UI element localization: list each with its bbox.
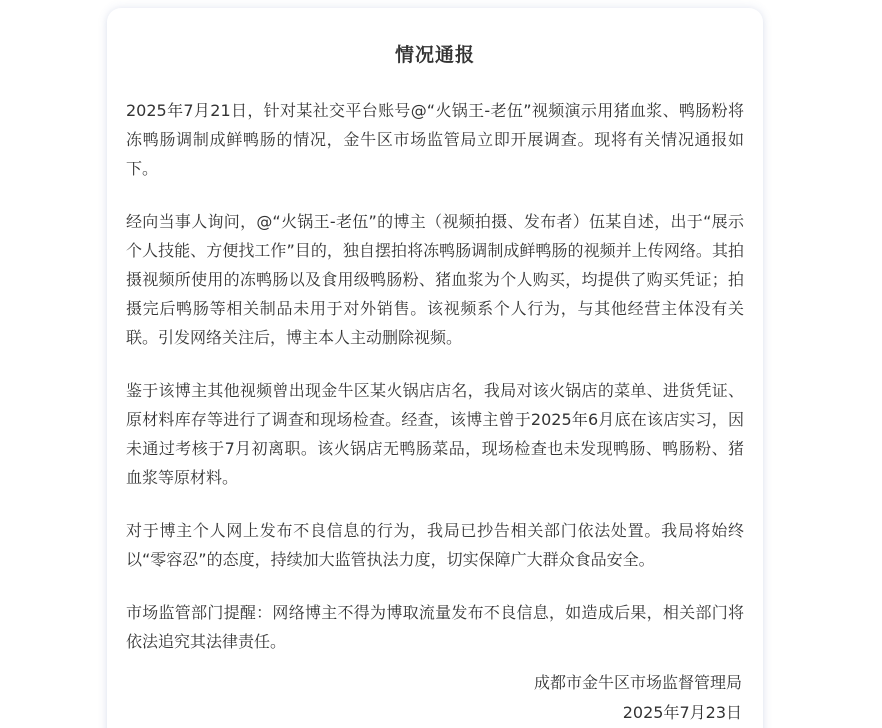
paragraph-inspection: 鉴于该博主其他视频曾出现金牛区某火锅店店名，我局对该火锅店的菜单、进货凭证、原材料库存等进行了调查和现场检查。经查，该博主曾于2025年6月底在该店实习，因未通过考核于7月初离职。该火锅店无鸭肠菜品，现场检查也未发现鸭肠、鸭肠粉、猪血浆等原材料。 [126,381,744,487]
paragraph-reminder: 市场监管部门提醒：网络博主不得为博取流量发布不良信息，如造成后果，相关部门将依法追究其法律责任。 [126,603,744,651]
issuer-name: 成都市金牛区市场监督管理局 [533,673,742,692]
signature-block [534,668,742,728]
paragraph-inquiry: 经向当事人询问，@“火锅王-老伍”的博主（视频拍摄、发布者）伍某自述，出于“展示个人技能、方便找工作”目的，独自摆拍将冻鸭肠调制成鲜鸭肠的视频并上传网络。其拍摄视频所使用的冻鸭肠以及食用级鸭肠粉、猪血浆为个人购买，均提供了购买凭证；拍摄完后鸭肠等相关制品未用于对外销售。该视频系个人行为，与其他经营主体没有关联。引发网络关注后，博主本人主动删除视频。 [126,212,744,347]
issue-date: 2025年7月23日 [622,703,742,722]
notice-body [126,96,744,680]
paragraph-action: 对于博主个人网上发布不良信息的行为，我局已抄告相关部门依法处置。我局将始终以“零容忍”的态度，持续加大监管执法力度，切实保障广大群众食品安全。 [126,521,744,569]
notice-card [107,8,763,728]
paragraph-intro: 2025年7月21日，针对某社交平台账号@“火锅王-老伍”视频演示用猪血浆、鸭肠粉将冻鸭肠调制成鲜鸭肠的情况，金牛区市场监管局立即开展调查。现将有关情况通报如下。 [126,101,744,178]
notice-title: 情况通报 [394,44,475,66]
